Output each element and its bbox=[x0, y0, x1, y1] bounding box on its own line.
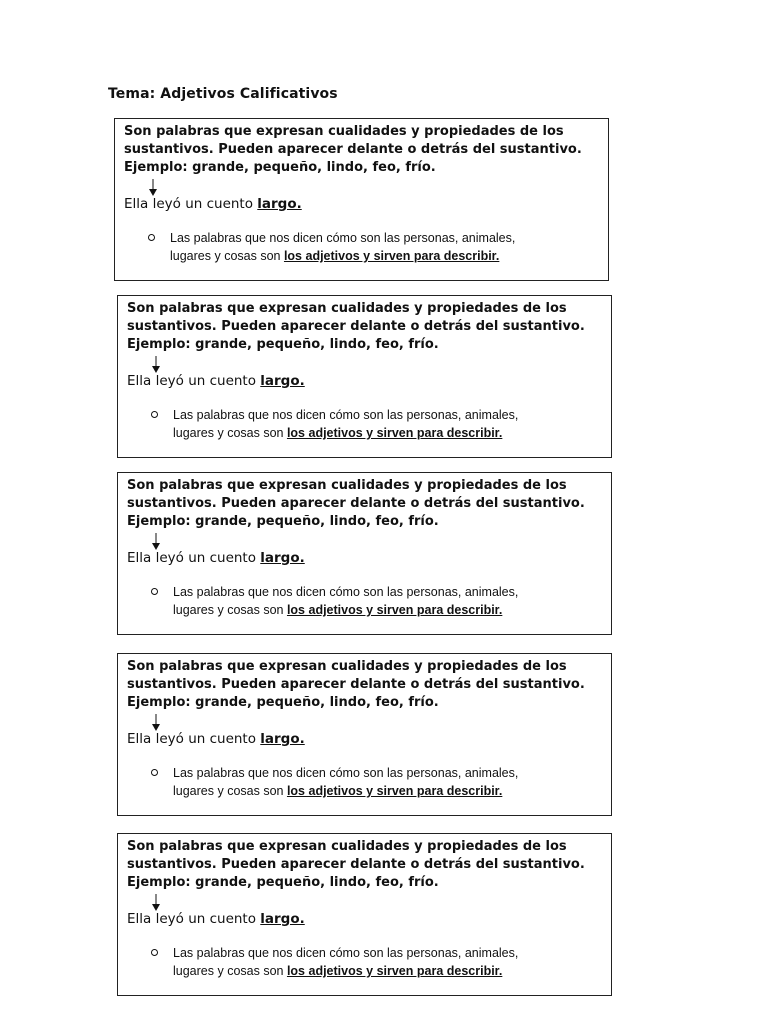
note-line-2-emphasis: los adjetivos y sirven para describir. bbox=[286, 426, 503, 440]
note-text bbox=[173, 406, 518, 442]
definition-line: Son palabras que expresan cualidades y propiedades de los bbox=[124, 124, 564, 139]
adjective-card bbox=[114, 118, 609, 281]
circle-bullet-icon bbox=[148, 234, 155, 241]
definition-line: Ejemplo: grande, pequeño, lindo, feo, frío. bbox=[127, 875, 439, 890]
definition-text bbox=[124, 123, 604, 177]
example-sentence bbox=[127, 910, 305, 928]
arrow-down-icon bbox=[148, 179, 158, 196]
note-line-1: Las palabras que nos dicen cómo son las personas, animales, bbox=[173, 585, 519, 599]
definition-line: sustantivos. Pueden aparecer delante o detrás del sustantivo. bbox=[127, 319, 585, 334]
example-emphasis: largo. bbox=[260, 731, 305, 747]
arrow-down-icon bbox=[151, 533, 161, 550]
arrow-down-icon bbox=[151, 894, 161, 911]
note-line-1: Las palabras que nos dicen cómo son las personas, animales, bbox=[173, 766, 519, 780]
note-line-2-emphasis: los adjetivos y sirven para describir. bbox=[286, 784, 503, 798]
example-emphasis: largo. bbox=[260, 911, 305, 927]
note-line-2-prefix: lugares y cosas son bbox=[173, 426, 287, 440]
example-emphasis: largo. bbox=[260, 373, 305, 389]
definition-line: Son palabras que expresan cualidades y propiedades de los bbox=[127, 839, 567, 854]
adjective-card bbox=[117, 653, 612, 816]
definition-line: Son palabras que expresan cualidades y propiedades de los bbox=[127, 301, 567, 316]
adjective-card bbox=[117, 833, 612, 996]
arrow-down-icon bbox=[151, 356, 161, 373]
circle-bullet-icon bbox=[151, 588, 158, 595]
example-sentence bbox=[127, 372, 305, 390]
note-text bbox=[170, 229, 515, 265]
definition-line: sustantivos. Pueden aparecer delante o detrás del sustantivo. bbox=[127, 496, 585, 511]
example-prefix: Ella leyó un cuento bbox=[127, 911, 261, 927]
note-line-2-prefix: lugares y cosas son bbox=[173, 603, 287, 617]
circle-bullet-icon bbox=[151, 411, 158, 418]
definition-text bbox=[127, 838, 607, 892]
example-prefix: Ella leyó un cuento bbox=[127, 550, 261, 566]
note-line-1: Las palabras que nos dicen cómo son las personas, animales, bbox=[170, 231, 516, 245]
note-line-1: Las palabras que nos dicen cómo son las personas, animales, bbox=[173, 946, 519, 960]
definition-line: Son palabras que expresan cualidades y propiedades de los bbox=[127, 478, 567, 493]
definition-line: sustantivos. Pueden aparecer delante o detrás del sustantivo. bbox=[124, 142, 582, 157]
note-line-2 bbox=[173, 782, 518, 800]
circle-bullet-icon bbox=[151, 769, 158, 776]
note-line-1: Las palabras que nos dicen cómo son las personas, animales, bbox=[173, 408, 519, 422]
definition-line: Son palabras que expresan cualidades y propiedades de los bbox=[127, 659, 567, 674]
adjective-card bbox=[117, 472, 612, 635]
note-line-2-emphasis: los adjetivos y sirven para describir. bbox=[283, 249, 500, 263]
note-line-2 bbox=[170, 247, 515, 265]
note-line-2-prefix: lugares y cosas son bbox=[170, 249, 284, 263]
note-line-2-prefix: lugares y cosas son bbox=[173, 964, 287, 978]
page-title: Tema: Adjetivos Calificativos bbox=[108, 86, 338, 102]
example-sentence bbox=[124, 195, 302, 213]
note-line-2 bbox=[173, 962, 518, 980]
example-emphasis: largo. bbox=[260, 550, 305, 566]
definition-text bbox=[127, 658, 607, 712]
note-text bbox=[173, 944, 518, 980]
example-prefix: Ella leyó un cuento bbox=[127, 373, 261, 389]
definition-text bbox=[127, 477, 607, 531]
note-line-2-prefix: lugares y cosas son bbox=[173, 784, 287, 798]
definition-line: Ejemplo: grande, pequeño, lindo, feo, frío. bbox=[127, 337, 439, 352]
definition-line: sustantivos. Pueden aparecer delante o detrás del sustantivo. bbox=[127, 857, 585, 872]
example-emphasis: largo. bbox=[257, 196, 302, 212]
circle-bullet-icon bbox=[151, 949, 158, 956]
definition-text bbox=[127, 300, 607, 354]
note-text bbox=[173, 764, 518, 800]
example-prefix: Ella leyó un cuento bbox=[127, 731, 261, 747]
arrow-down-icon bbox=[151, 714, 161, 731]
note-line-2 bbox=[173, 601, 518, 619]
definition-line: sustantivos. Pueden aparecer delante o detrás del sustantivo. bbox=[127, 677, 585, 692]
note-line-2 bbox=[173, 424, 518, 442]
definition-line: Ejemplo: grande, pequeño, lindo, feo, frío. bbox=[127, 695, 439, 710]
definition-line: Ejemplo: grande, pequeño, lindo, feo, frío. bbox=[124, 160, 436, 175]
example-prefix: Ella leyó un cuento bbox=[124, 196, 258, 212]
definition-line: Ejemplo: grande, pequeño, lindo, feo, frío. bbox=[127, 514, 439, 529]
example-sentence bbox=[127, 730, 305, 748]
note-line-2-emphasis: los adjetivos y sirven para describir. bbox=[286, 603, 503, 617]
note-text bbox=[173, 583, 518, 619]
adjective-card bbox=[117, 295, 612, 458]
example-sentence bbox=[127, 549, 305, 567]
note-line-2-emphasis: los adjetivos y sirven para describir. bbox=[286, 964, 503, 978]
